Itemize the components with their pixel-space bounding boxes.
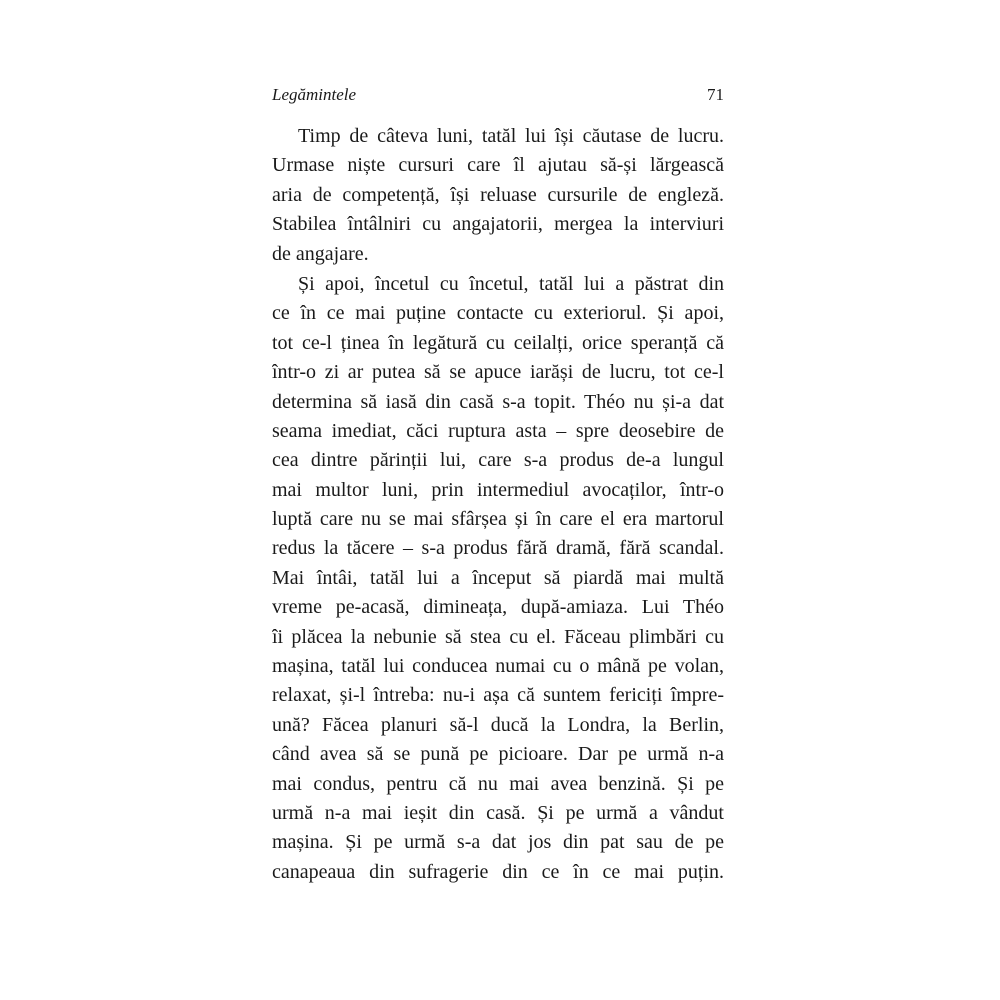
paragraph-2-line: cea dintre părinții lui, care s-a produs de-a lungul	[272, 449, 724, 472]
page-number: 71	[707, 85, 724, 104]
paragraph-2-line: determina să iasă din casă s-a topit. Théo nu și-a dat	[272, 390, 724, 413]
paragraph-1-line: Timp de câteva luni, tatăl lui își căutase de lucru.	[298, 125, 724, 147]
paragraph-2-line: într-o zi ar putea să se apuce iarăși de lucru, tot ce-l	[272, 361, 724, 384]
paragraph-2-line: îi plăcea la nebunie să stea cu el. Făceau plimbări cu	[272, 625, 724, 648]
paragraph-2-line: luptă care nu se mai sfârșea și în care el era martorul	[272, 508, 724, 531]
body-text	[272, 122, 724, 887]
paragraph-2-line: tot ce-l ținea în legătură cu ceilalți, orice speranță că	[272, 331, 724, 354]
running-title: Legămintele	[272, 85, 357, 104]
paragraph-2-line: vreme pe-acasă, dimineața, după-amiaza. Lui Théo	[272, 596, 724, 619]
paragraph-2-line: Mai întâi, tatăl lui a început să piardă mai multă	[272, 566, 724, 589]
paragraph-2-line: ună? Făcea planuri să-l ducă la Londra, la Berlin,	[272, 713, 724, 736]
paragraph-2-line: când avea să se pună pe picioare. Dar pe urmă n-a	[272, 743, 724, 766]
paragraph-2-line: Și apoi, încetul cu încetul, tatăl lui a păstrat din	[298, 272, 724, 295]
paragraph-1-line: de angajare.	[272, 242, 369, 265]
paragraph-2-line: mai multor luni, prin intermediul avocaților, într-o	[272, 478, 724, 501]
paragraph-1-line: aria de competență, își reluase cursurile de engleză.	[272, 183, 724, 206]
paragraph-2-line: mașina. Și pe urmă s-a dat jos din pat sau de pe	[272, 831, 724, 854]
paragraph-1-line: Urmase niște cursuri care îl ajutau să-și lărgească	[272, 154, 724, 177]
paragraph-2-line: canapeaua din sufragerie din ce în ce mai puțin.	[272, 860, 724, 883]
paragraph-2-line: mai condus, pentru că nu mai avea benzină. Și pe	[272, 772, 724, 795]
paragraph-2-line: mașina, tatăl lui conducea numai cu o mână pe volan,	[272, 655, 724, 678]
paragraph-2-line: seama imediat, căci ruptura asta – spre deosebire de	[272, 419, 724, 442]
paragraph-2-line: redus la tăcere – s-a produs fără dramă, fără scandal.	[272, 537, 724, 560]
paragraph-1-line: Stabilea întâlniri cu angajatorii, mergea la interviuri	[272, 213, 724, 236]
paragraph-2-line: urmă n-a mai ieșit din casă. Și pe urmă a vândut	[272, 801, 724, 824]
paragraph-2-line: relaxat, și-l întreba: nu-i așa că suntem fericiți împre-	[272, 684, 724, 707]
paragraph-2-line: ce în ce mai puține contacte cu exteriorul. Și apoi,	[272, 302, 724, 325]
